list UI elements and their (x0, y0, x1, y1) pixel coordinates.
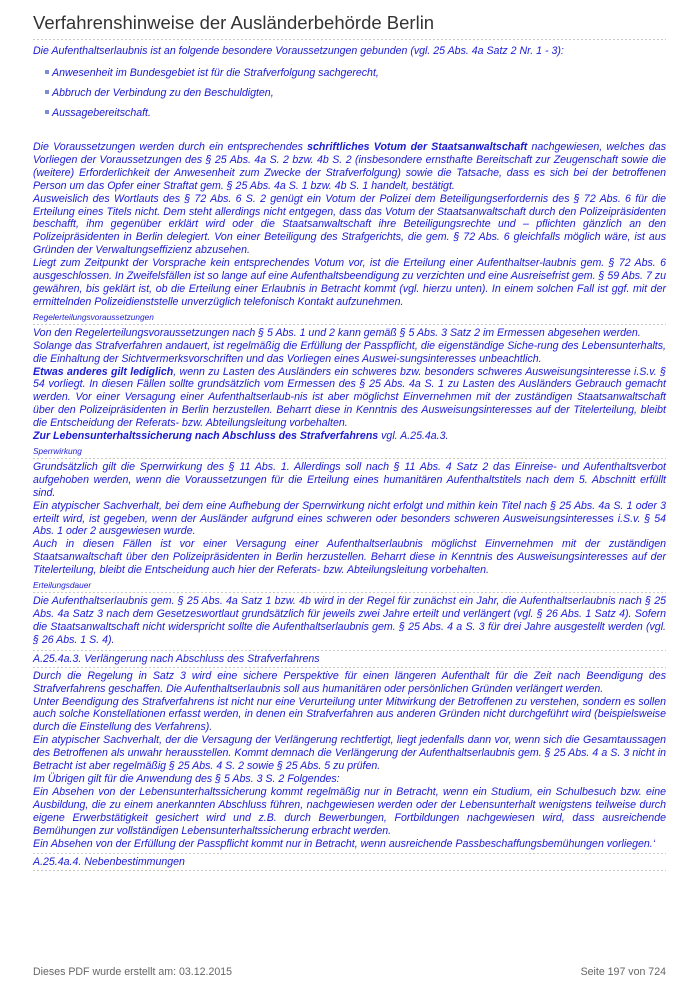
sperrwirkung-section (33, 461, 666, 577)
paragraph: Liegt zum Zeitpunkt der Vorsprache kein entsprechendes Votum vor, ist die Erteilung einer Aufenthaltser-laubnis gem. § 72 Abs. 6 ausgeschlossen. In Zweifelsfällen ist so lange auf eine Aufenthaltsbeendigung zu verzichten und eine Ausreisefrist gem. § 59 Abs. 7 zu gewähren, bis geklärt ist, ob die Erteilung einer Erlaubnis in Betracht kommt (vgl. hierzu unten). In einem solchen Fall ist ggf. mit der ermittelnden Polizeidienststelle unverzüglich telefonisch Kontakt aufzunehmen. (33, 257, 666, 308)
paragraph: Die Aufenthaltserlaubnis gem. § 25 Abs. 4a Satz 1 bzw. 4b wird in der Regel für zunächst ein Jahr, die Aufenthaltserlaubnis nach § 25 Abs. 4a Satz 3 nach dem Gesetzeswortlaut grundsätzlich für jeweils zwei Jahre erteilt und verlängert (vgl. § 26 Abs. 1 Satz 4). Sofern die Staatsanwaltschaft nicht widerspricht sollte die Aufenthaltserlaubnis gem. § 25 Abs. 4 a S. 3 für drei Jahre ausgestellt werden (vgl. § 26 Abs. 1 S. 4). (33, 595, 666, 646)
paragraph (33, 430, 666, 443)
paragraph (33, 366, 666, 431)
document-page (33, 0, 666, 873)
paragraph: Ein Absehen von der Erfüllung der Passpflicht kommt nur in Betracht, wenn ausreichende Passbeschaffungsbemühungen vorliegen.‘ (33, 837, 656, 850)
paragraph: Solange das Strafverfahren andauert, ist regelmäßig die Erfüllung der Passpflicht, die eigenständige Siche-rung des Lebensunterhalts, die Einhaltung der Sichtvermerksvorschriften und das Vorliegen eines Auswei-sungsinteresses unbeachtlich. (33, 339, 666, 365)
list-item-text: Aussagebereitschaft. (52, 107, 151, 120)
emphasis-text: Zur Lebensunterhaltssicherung nach Abschluss des Strafverfahrens (33, 430, 379, 443)
page-title: Verfahrenshinweise der Ausländerbehörde Berlin (33, 12, 435, 33)
bullet-icon (45, 70, 49, 74)
paragraph-text: vgl. A.25.4a.3. (378, 430, 449, 443)
list-item-text: Anwesenheit im Bundesgebiet ist für die Strafverfolgung sachgerecht, (52, 66, 379, 79)
bullet-icon (45, 110, 49, 114)
list-item-text: Abbruch der Verbindung zu den Beschuldigten, (52, 87, 274, 99)
votum-section (33, 141, 666, 309)
section-divider (33, 458, 666, 459)
erteilungsdauer-section (33, 595, 666, 647)
requirements-list (45, 67, 666, 120)
bullet-icon (45, 90, 49, 94)
intro-text: Die Aufenthaltserlaubnis ist an folgende besondere Voraussetzungen gebunden (vgl. 25 Abs. 4a Satz 2 Nr. 1 - 3): (33, 45, 564, 57)
paragraph: Im Übrigen gilt für die Anwendung des § 5 Abs. 3 S. 2 Folgendes: (33, 772, 340, 785)
emphasis-text: Etwas anderes gilt lediglich (33, 365, 174, 378)
section-divider (33, 870, 666, 871)
section-heading-regelerteilung: Regelerteilungsvoraussetzungen (33, 311, 154, 322)
paragraph: Ein atypischer Sachverhalt, der die Versagung der Verlängerung rechtfertigt, liegt jedenfalls dann vor, wenn sich die Gesamtaussagen des Betroffenen als unwahr herausstellen. Kommt demnach die Verlängerung der Aufenthaltserlaubnis gem. § 25 Abs. 4 a S. 3 nicht in Betracht ist aber regelmäßig § 25 Abs. 4 S. 2 sowie § 25 Abs. 5 zu prüfen. (33, 734, 666, 773)
paragraph: Ein Absehen von der Lebensunterhaltssicherung kommt regelmäßig nur in Betracht, wenn ein Studium, ein Schulbesuch bzw. eine Ausbildung, die zu einem anerkannten Abschluss führen, nachgewiesen werden oder der Lebensunterhalt wenigstens teilweise durch eigene Erwerbstätigkeit gesichert wird und z.B. durch Bewerbungen, Fortbildungen nachgewiesen wird, dass ausreichende Bemühungen zur vollständigen Lebensunterhaltssicherung erbracht werden. (33, 785, 666, 837)
regelerteilung-section (33, 327, 666, 443)
emphasis-text: schriftliches Votum der Staatsanwaltschaft (307, 141, 528, 153)
section-divider (33, 667, 666, 668)
section-heading-erteilungsdauer: Erteilungsdauer (33, 580, 92, 591)
paragraph-text: nachgewiesen, welches das Vorliegen der Voraussetzungen des § 25 Abs. 4a S. 2 bzw. 4b S. 2 (insbesondere ernsthafte Bereitschaft zur Zeugenschaft sowie die (weitere) Erforderlichkeit der Anwesenheit zum Zwecke der Strafverfolgung) sowie die Tatsache, dass es sich bei der betroffenen Person um das Opfer einer Straftat gem. § 25 Abs. 4a S. 1 bzw. 4b S. 1 handelt, bestätigt. (33, 141, 666, 192)
paragraph: Von den Regelerteilungsvoraussetzungen nach § 5 Abs. 1 und 2 kann gemäß § 5 Abs. 3 Satz 2 im Ermessen abgesehen werden. (33, 326, 641, 339)
section-heading-sperrwirkung: Sperrwirkung (33, 445, 82, 456)
section-heading-verlaengerung: A.25.4a.3. Verlängerung nach Abschluss des Strafverfahrens (33, 652, 320, 665)
list-item (45, 107, 666, 120)
paragraph: Grundsätzlich gilt die Sperrwirkung des § 11 Abs. 1. Allerdings soll nach § 11 Abs. 4 Satz 2 das Einreise- und Aufenthaltsverbot aufgehoben werden, wenn die Voraussetzungen für die Erteilung eines humanitären Aufenthaltstitels nach dem 5. Abschnitt erfüllt sind. (33, 460, 666, 499)
section-divider (33, 324, 666, 325)
paragraph-text: , wenn zu Lasten des Ausländers ein schweres bzw. besonders schweres Ausweisungsinteresse i.S.v. § 54 vorliegt. In diesen Fällen sollte grundsätzlich vom Ermessen des § 25 Abs. 4a S. 1 zu Lasten des Ausländers Gebrauch gemacht werden. Vor einer Versagung einer Aufenthaltserlaub-nis ist aber möglichst Einvernehmen mit der zuständigen Staatsanwaltschaft über den Polizeipräsidenten in Berlin herzustellen. Beharrt diese in Kenntnis des Ausweisungsinteresses auf der Titelerteilung, bleibt die Entscheidung der Referats- bzw. Abteilungsleitung vorbehalten. (33, 365, 667, 430)
paragraph: Ein atypischer Sachverhalt, bei dem eine Aufhebung der Sperrwirkung nicht erfolgt und mithin kein Titel nach § 25 Abs. 4a S. 1 oder 3 erteilt wird, ist gegeben, wenn der Ausländer aufgrund eines schweren oder besonders schweren Ausweisungsinteresses i.S.v. § 54 Abs. 1 oder 2 ausgewiesen wurde. (33, 499, 666, 538)
paragraph-text: Die Voraussetzungen werden durch ein entsprechendes (33, 141, 308, 153)
pdf-created-date: Dieses PDF wurde erstellt am: 03.12.2015 (33, 966, 233, 978)
paragraph (33, 141, 666, 193)
verlaengerung-section (33, 670, 666, 851)
list-item (45, 67, 666, 80)
paragraph: Durch die Regelung in Satz 3 wird eine sichere Perspektive für einen längeren Aufenthalt für die Zeit nach Beendigung des Strafverfahrens geschaffen. Die Aufenthaltserlaubnis soll aus humanitären oder persönlichen Gründen verlängert werden. (33, 669, 666, 695)
paragraph: Unter Beendigung des Strafverfahrens ist nicht nur eine Verurteilung unter Mitwirkung der Betroffenen zu verstehen, sondern es sollen auch solche Konstellationen erfasst werden, in denen ein Strafverfahren aus anderen Gründen nicht durchgeführt wird (beispielsweise durch die Einstellung des Verfahrens). (33, 695, 666, 734)
paragraph: Ausweislich des Wortlauts des § 72 Abs. 6 S. 2 genügt ein Votum der Polizei dem Beteiligungserfordernis des § 72 Abs. 6 für die Erteilung eines Titels nicht. Dem steht allerdings nicht entgegen, dass das Votum der Staatsanwaltschaft durch den Polizeipräsidenten beschafft, ihm gegenüber erklärt wird oder die Staatsanwaltschaft ihre Beteiligungsrechte und – pflichten gänzlich an den Polizeipräsidenten in Berlin delegiert. Von einer Beteiligung des Strafgerichts, die gem. § 72 Abs. 6 gleichfalls möglich wäre, ist aus Gründen der Verwaltungseffizienz abzusehen. (33, 192, 666, 257)
section-divider (33, 592, 666, 593)
paragraph: Auch in diesen Fällen ist vor einer Versagung einer Aufenthaltserlaubnis möglichst Einvernehmen mit der zuständigen Staatsanwaltschaft über den Polizeipräsidenten in Berlin herzustellen. Beharrt diese in Kenntnis des Ausweisungsinteresses auf der Titelerteilung, bleibt die Entscheidung auch hier der Referats- bzw. Abteilungsleitung vorbehalten. (33, 538, 666, 577)
list-item (45, 87, 666, 100)
section-heading-nebenbestimmungen: A.25.4a.4. Nebenbestimmungen (33, 856, 185, 869)
page-number: Seite 197 von 724 (580, 966, 666, 978)
section-divider (33, 650, 666, 651)
title-divider (33, 39, 666, 40)
section-divider (33, 853, 666, 854)
